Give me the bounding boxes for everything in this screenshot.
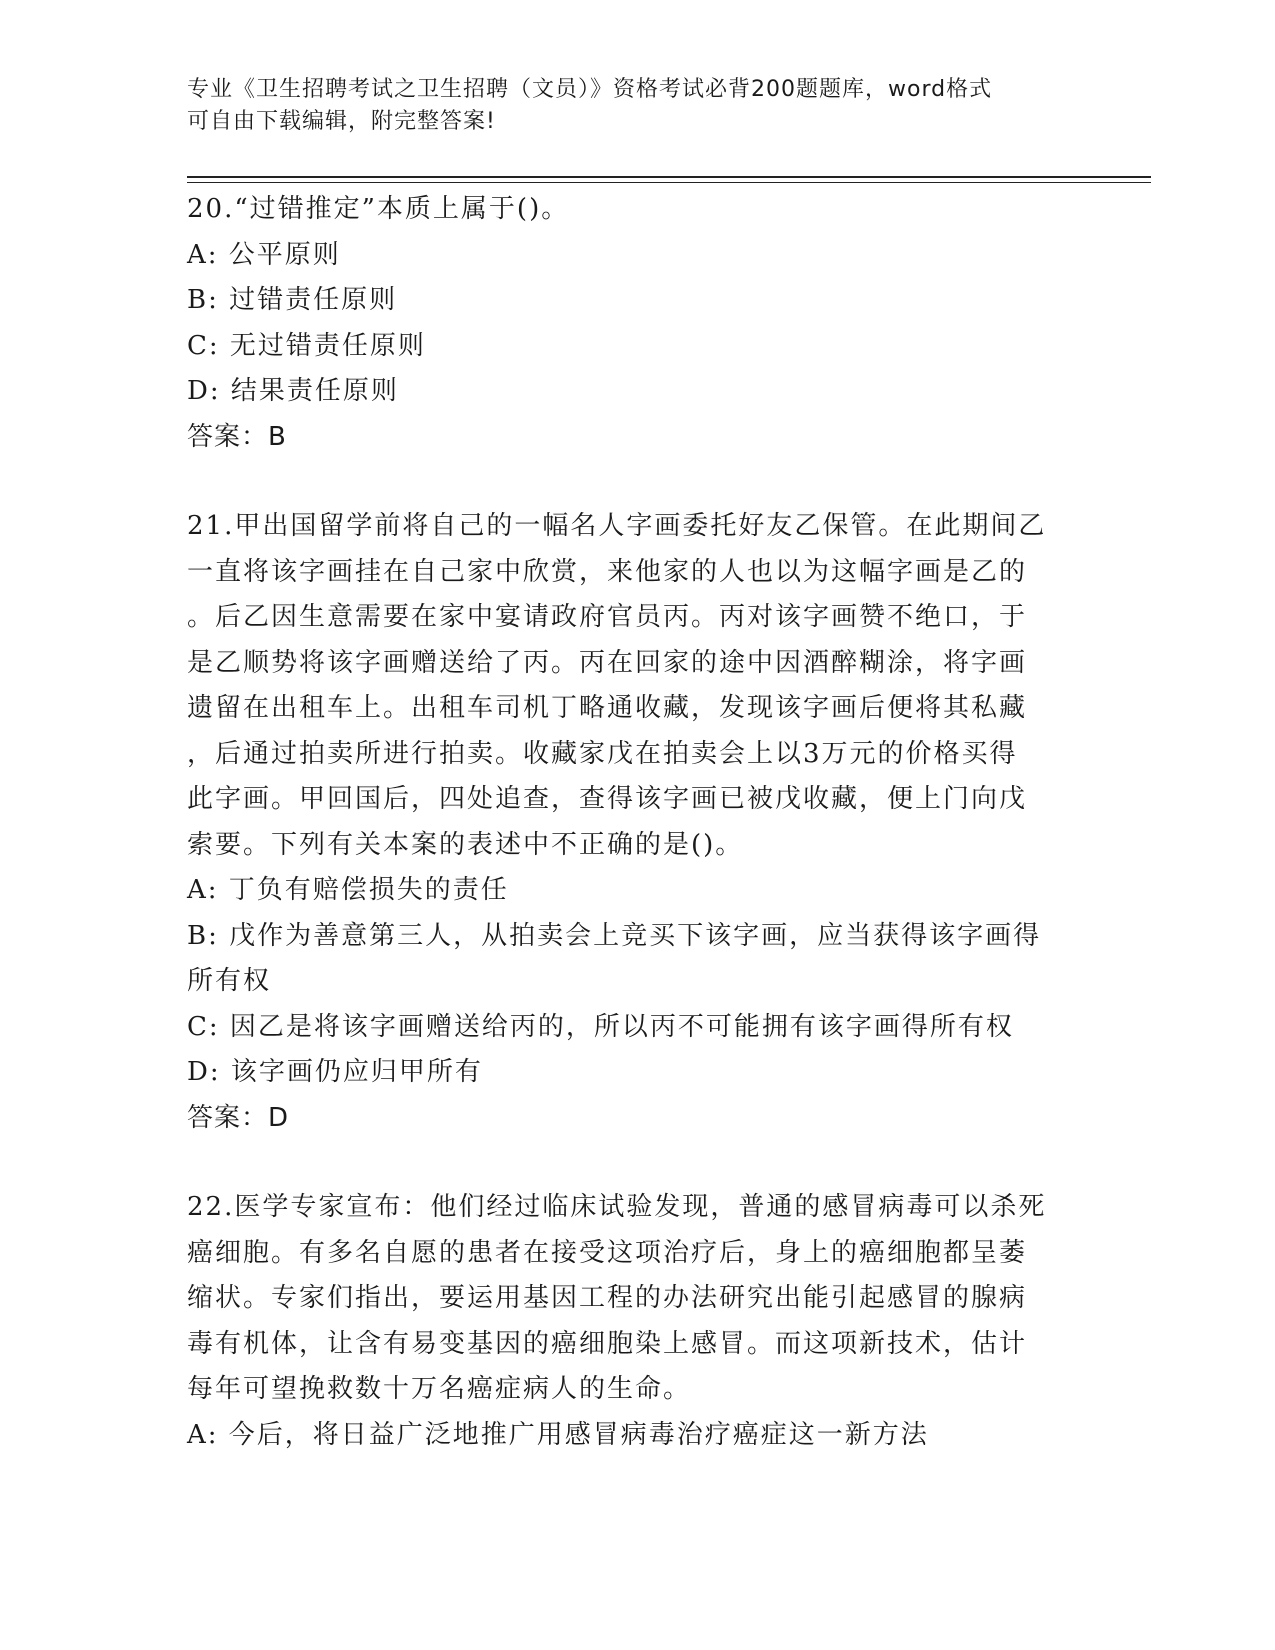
header-line-2: 可自由下载编辑，附完整答案! [187, 109, 496, 134]
option-a: A: 公平原则 [187, 239, 341, 270]
question-text-line: 遗留在出租车上。出租车司机丁略通收藏，发现该字画后便将其私藏 [187, 693, 1028, 723]
answer-line: 答案：B [187, 421, 287, 452]
question-text-line: 索要。下列有关本案的表述中不正确的是()。 [187, 829, 744, 860]
question-text-line: 癌细胞。有多名自愿的患者在接受这项治疗后，身上的癌细胞都呈萎 [187, 1237, 1028, 1268]
question-list [187, 187, 1077, 1458]
question-text-line: 毒有机体，让含有易变基因的癌细胞染上感冒。而这项新技术，估计 [187, 1328, 1028, 1359]
answer-line: 答案：D [187, 1102, 290, 1133]
question-text-line: 20.“过错推定”本质上属于()。 [187, 194, 570, 224]
option-c: C: 无过错责任原则 [187, 330, 426, 361]
question-text-line: 每年可望挽救数十万名癌症病人的生命。 [187, 1374, 692, 1404]
header-divider-thick [187, 176, 1151, 178]
option-b: B: 戊作为善意第三人，从拍卖会上竞买下该字画，应当获得该字画得 [187, 920, 1042, 951]
option-c: C: 因乙是将该字画赠送给丙的，所以丙不可能拥有该字画得所有权 [187, 1011, 1014, 1042]
question-spacer [187, 1141, 1077, 1185]
option-a: A: 丁负有赔偿损失的责任 [187, 875, 509, 905]
question-text-line: ，后通过拍卖所进行拍卖。收藏家戊在拍卖会上以3万元的价格买得 [187, 738, 1018, 769]
header-divider-thin [187, 182, 1151, 183]
question-block [187, 1185, 1077, 1458]
question-text-line: 22.医学专家宣布：他们经过临床试验发现，普通的感冒病毒可以杀死 [187, 1192, 1047, 1222]
header-line-1: 专业《卫生招聘考试之卫生招聘（文员）》资格考试必背200题题库，word格式 [187, 77, 993, 102]
question-text-line: 此字画。甲回国后，四处追查，查得该字画已被戊收藏，便上门向戊 [187, 784, 1028, 814]
document-header [187, 74, 1067, 138]
option-d: D: 该字画仍应归甲所有 [187, 1057, 483, 1087]
question-text-line: 一直将该字画挂在自己家中欣赏，来他家的人也以为这幅字画是乙的 [187, 556, 1028, 587]
question-block [187, 504, 1077, 1141]
option-b-continued: 所有权 [187, 966, 272, 996]
question-text-line: 缩状。专家们指出，要运用基因工程的办法研究出能引起感冒的腺病 [187, 1283, 1028, 1313]
question-text-line: 是乙顺势将该字画赠送给了丙。丙在回家的途中因酒醉糊涂，将字画 [187, 647, 1028, 678]
question-spacer [187, 460, 1077, 504]
option-a: A: 今后，将日益广泛地推广用感冒病毒治疗癌症这一新方法 [187, 1419, 929, 1450]
question-block [187, 187, 1077, 460]
option-b: B: 过错责任原则 [187, 285, 398, 315]
question-text-line: 21.甲出国留学前将自己的一幅名人字画委托好友乙保管。在此期间乙 [187, 511, 1047, 541]
question-text-line: 。后乙因生意需要在家中宴请政府官员丙。丙对该字画赞不绝口，于 [187, 602, 1028, 632]
option-d: D: 结果责任原则 [187, 376, 399, 406]
